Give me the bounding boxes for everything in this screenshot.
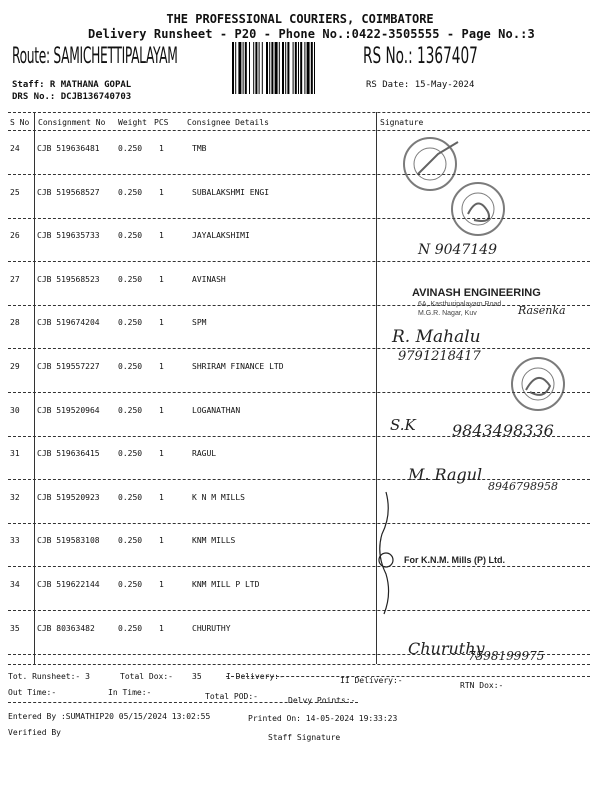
row-consignee: SUBALAKSHMI ENGI	[192, 187, 270, 197]
row-pcs: 1	[159, 405, 164, 415]
row-weight: 0.250	[118, 492, 143, 502]
header-bottom-rule	[8, 130, 590, 131]
col-consignee: Consignee Details	[187, 118, 269, 127]
signature-row30: S.K	[390, 416, 416, 434]
row-consignee: KNM MILL P LTD	[192, 580, 260, 589]
row-weight: 0.250	[118, 580, 143, 589]
rtn-dox: RTN Dox:-	[460, 681, 504, 690]
stamp-knm-mills: For K.N.M. Mills (P) Ltd.	[404, 555, 505, 565]
row-sno: 31	[10, 449, 20, 459]
row-consignee: SHRIRAM FINANCE LTD	[192, 362, 284, 371]
row-consignment: CJB 80363482	[37, 623, 95, 633]
row-weight: 0.250	[118, 623, 143, 633]
col-sno: S No	[10, 118, 30, 127]
phone-row35: 7598199975	[468, 649, 545, 663]
col-signature: Signature	[380, 118, 424, 127]
row-sno: 26	[10, 231, 20, 241]
row-pcs: 1	[159, 492, 164, 502]
ii-delivery: II Delivery:-	[340, 676, 403, 685]
row-consignment: CJB 519568523	[37, 274, 100, 284]
row-consignee: CHURUTHY	[192, 623, 231, 633]
signature-row35: Churuthy	[408, 639, 485, 658]
route-label: Route: SAMICHETTIPALAYAM	[12, 44, 178, 69]
row-consignment: CJB 519636481	[37, 144, 100, 153]
times-rule	[8, 702, 358, 703]
row-sno: 29	[10, 362, 20, 371]
row-consignee: SPM	[192, 318, 207, 328]
row-pcs: 1	[159, 187, 164, 197]
row-weight: 0.250	[118, 449, 143, 459]
row-consignment: CJB 519520964	[37, 405, 100, 415]
signature-row27: Rasenka	[518, 304, 566, 317]
row-sno: 24	[10, 144, 20, 153]
row-sno: 27	[10, 274, 20, 284]
row-weight: 0.250	[118, 144, 143, 153]
staff-signature: Staff Signature	[268, 733, 341, 742]
stamp-avinash-line1: 6A, Kasthuripalayam Road	[418, 301, 502, 308]
stamp-avinash-title: AVINASH ENGINEERING	[412, 287, 541, 299]
row-pcs: 1	[159, 623, 164, 633]
finance-stamp	[512, 358, 564, 410]
bank-stamp	[404, 138, 458, 190]
in-time: In Time:-	[108, 688, 152, 697]
footer-top-rule	[8, 664, 590, 665]
row-consignee: RAGUL	[192, 449, 217, 459]
row-sno: 33	[10, 536, 20, 546]
row-sno: 25	[10, 187, 20, 197]
phone-row30: 9843498336	[452, 421, 554, 440]
row-pcs: 1	[159, 536, 164, 546]
signature-row31: M. Ragul	[408, 465, 483, 484]
delvy-points: Delvy Points:-	[288, 696, 356, 705]
row-weight: 0.250	[118, 536, 143, 546]
row-weight: 0.250	[118, 231, 143, 241]
row-pcs: 1	[159, 231, 164, 241]
row-sno: 35	[10, 623, 20, 633]
total-dox-label: Total Dox:-	[120, 672, 173, 681]
row-consignee: JAYALAKSHIMI	[192, 231, 250, 241]
row-consignee: AVINASH	[192, 274, 226, 284]
col-weight: Weight	[118, 118, 147, 127]
divider-signature	[376, 112, 377, 664]
row-weight: 0.250	[118, 274, 143, 284]
row-pcs: 1	[159, 144, 164, 153]
phone-row28: 9791218417	[398, 349, 481, 364]
row-sno: 30	[10, 405, 20, 415]
col-consignment: Consignment No	[38, 118, 106, 127]
verified-by: Verified By	[8, 728, 61, 737]
row-sno: 32	[10, 492, 20, 502]
total-dox-value: 35	[192, 672, 202, 681]
row-consignment: CJB 519635733	[37, 231, 100, 241]
row-consignee: TMB	[192, 144, 207, 153]
barcode	[232, 42, 354, 94]
row-weight: 0.250	[118, 362, 143, 371]
divider-sno	[34, 112, 35, 664]
delivery-rule	[226, 676, 590, 677]
row-consignment: CJB 519674204	[37, 318, 100, 328]
col-pcs: PCS	[154, 118, 169, 127]
drs-number: DRS No.: DCJB136740703	[12, 92, 132, 102]
row-pcs: 1	[159, 318, 164, 328]
stamp-avinash-line2: M.G.R. Nagar, Kuv	[418, 310, 477, 317]
total-pod: Total POD:-	[205, 692, 258, 701]
signature-area	[378, 134, 598, 664]
runsheet-subtitle: Delivery Runsheet - P20 - Phone No.:0422-3505555 - Page No.:3	[88, 27, 535, 41]
printed-on: Printed On: 14-05-2024 19:33:23	[248, 714, 398, 723]
row-consignee: KNM MILLS	[192, 536, 236, 546]
row-consignment: CJB 519622144	[37, 580, 100, 589]
row-consignment: CJB 519557227	[37, 362, 100, 371]
staff-name: Staff: R MATHANA GOPAL	[12, 80, 132, 90]
rs-number: RS No.: 1367407	[363, 44, 478, 69]
row-weight: 0.250	[118, 405, 143, 415]
row-pcs: 1	[159, 580, 164, 589]
tot-runsheet: Tot. Runsheet:- 3	[8, 672, 90, 681]
row-weight: 0.250	[118, 318, 143, 328]
row-consignment: CJB 519568527	[37, 187, 100, 197]
row-consignee: K N M MILLS	[192, 492, 245, 502]
entered-by: Entered By :SUMATHIP20 05/15/2024 13:02:55	[8, 712, 211, 721]
i-delivery: I Delivery:-	[226, 672, 284, 681]
company-title: THE PROFESSIONAL COURIERS, COIMBATORE	[166, 12, 434, 26]
company-stamp	[452, 183, 504, 235]
row-sno: 34	[10, 580, 20, 589]
out-time: Out Time:-	[8, 688, 57, 697]
row-consignment: CJB 519520923	[37, 492, 100, 502]
signature-row28: R. Mahalu	[392, 327, 481, 347]
row-pcs: 1	[159, 449, 164, 459]
table-top-rule	[8, 112, 590, 113]
row-sno: 28	[10, 318, 20, 328]
row-consignment: CJB 519583108	[37, 536, 100, 546]
row-pcs: 1	[159, 274, 164, 284]
row-weight: 0.250	[118, 187, 143, 197]
phone-row31: 8946798958	[488, 480, 558, 493]
row-consignee: LOGANATHAN	[192, 405, 241, 415]
signature-row26: N 9047149	[418, 242, 498, 258]
row-pcs: 1	[159, 362, 164, 371]
rs-date: RS Date: 15-May-2024	[366, 80, 475, 90]
row-consignment: CJB 519636415	[37, 449, 100, 459]
